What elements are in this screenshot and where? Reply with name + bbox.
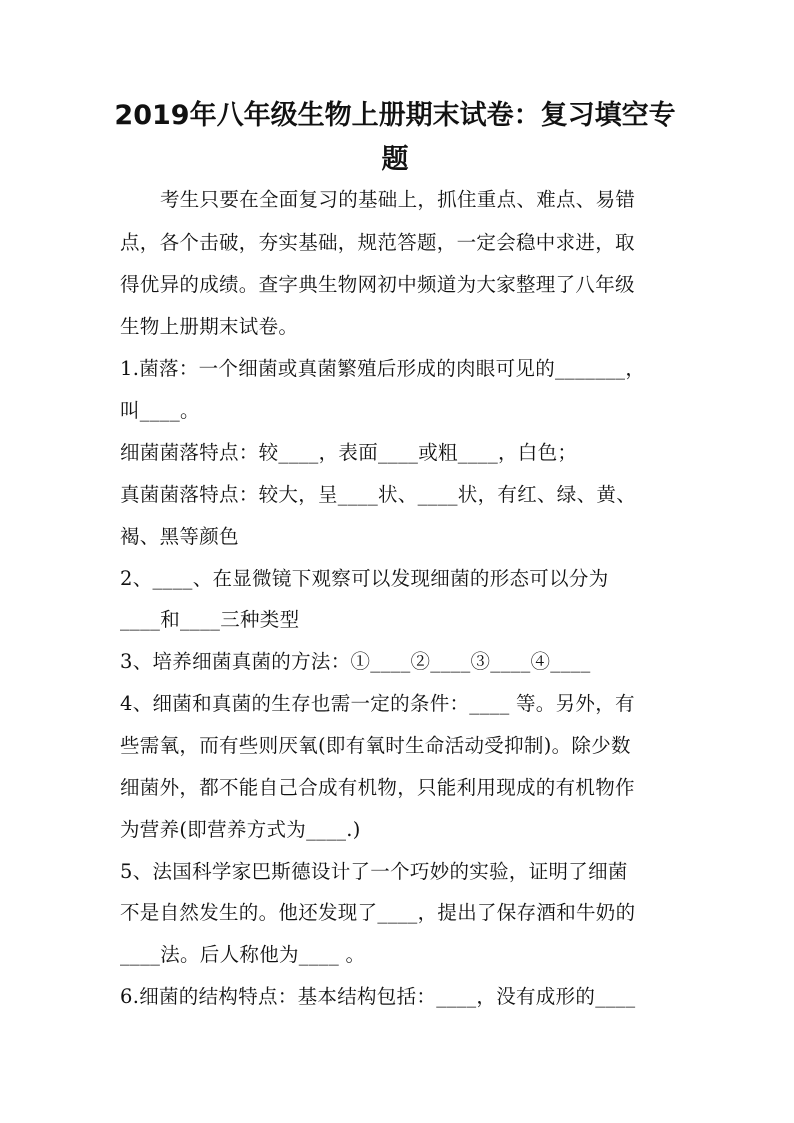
question-line: 5、法国科学家巴斯德设计了一个巧妙的实验，证明了细菌 bbox=[120, 860, 628, 883]
question-line: 些需氧，而有些则厌氧(即有氧时生命活动受抑制)。除少数 bbox=[120, 734, 631, 757]
document-title-continued: 题 bbox=[381, 144, 409, 175]
question-line: 细菌菌落特点：较____，表面____或粗____，白色； bbox=[120, 441, 578, 464]
question-line: ____法。后人称他为____ 。 bbox=[120, 943, 366, 966]
question-line: 不是自然发生的。他还发现了____，提出了保存酒和牛奶的 bbox=[120, 901, 636, 924]
question-line: ____和____三种类型 bbox=[120, 608, 300, 631]
question-line: 3、培养细菌真菌的方法：①____②____③____④____ bbox=[120, 650, 591, 673]
question-line: 叫____。 bbox=[120, 399, 200, 422]
question-line: 细菌外，都不能自己合成有机物，只能利用现成的有机物作 bbox=[120, 776, 635, 799]
intro-line: 考生只要在全面复习的基础上，抓住重点、难点、易错 bbox=[160, 188, 636, 211]
intro-line: 得优异的成绩。查字典生物网初中频道为大家整理了八年级 bbox=[120, 273, 635, 296]
question-line: 2、____、在显微镜下观察可以发现细菌的形态可以分为 bbox=[120, 567, 609, 590]
intro-line: 点，各个击破，夯实基础，规范答题，一定会稳中求进，取 bbox=[120, 231, 635, 254]
question-line: 4、细菌和真菌的生存也需一定的条件：____ 等。另外，有 bbox=[120, 692, 635, 715]
question-line: 6.细菌的结构特点：基本结构包括：____，没有成形的____ bbox=[120, 985, 636, 1008]
intro-line: 生物上册期末试卷。 bbox=[120, 315, 299, 338]
question-line: 真菌菌落特点：较大，呈____状、____状，有红、绿、黄、 bbox=[120, 483, 636, 506]
question-line: 褐、黑等颜色 bbox=[120, 525, 239, 548]
question-line: 1.菌落：一个细菌或真菌繁殖后形成的肉眼可见的_______， bbox=[120, 357, 646, 380]
question-line: 为营养(即营养方式为____.) bbox=[120, 818, 361, 841]
document-title: 2019年八年级生物上册期末试卷：复习填空专 bbox=[114, 100, 676, 131]
